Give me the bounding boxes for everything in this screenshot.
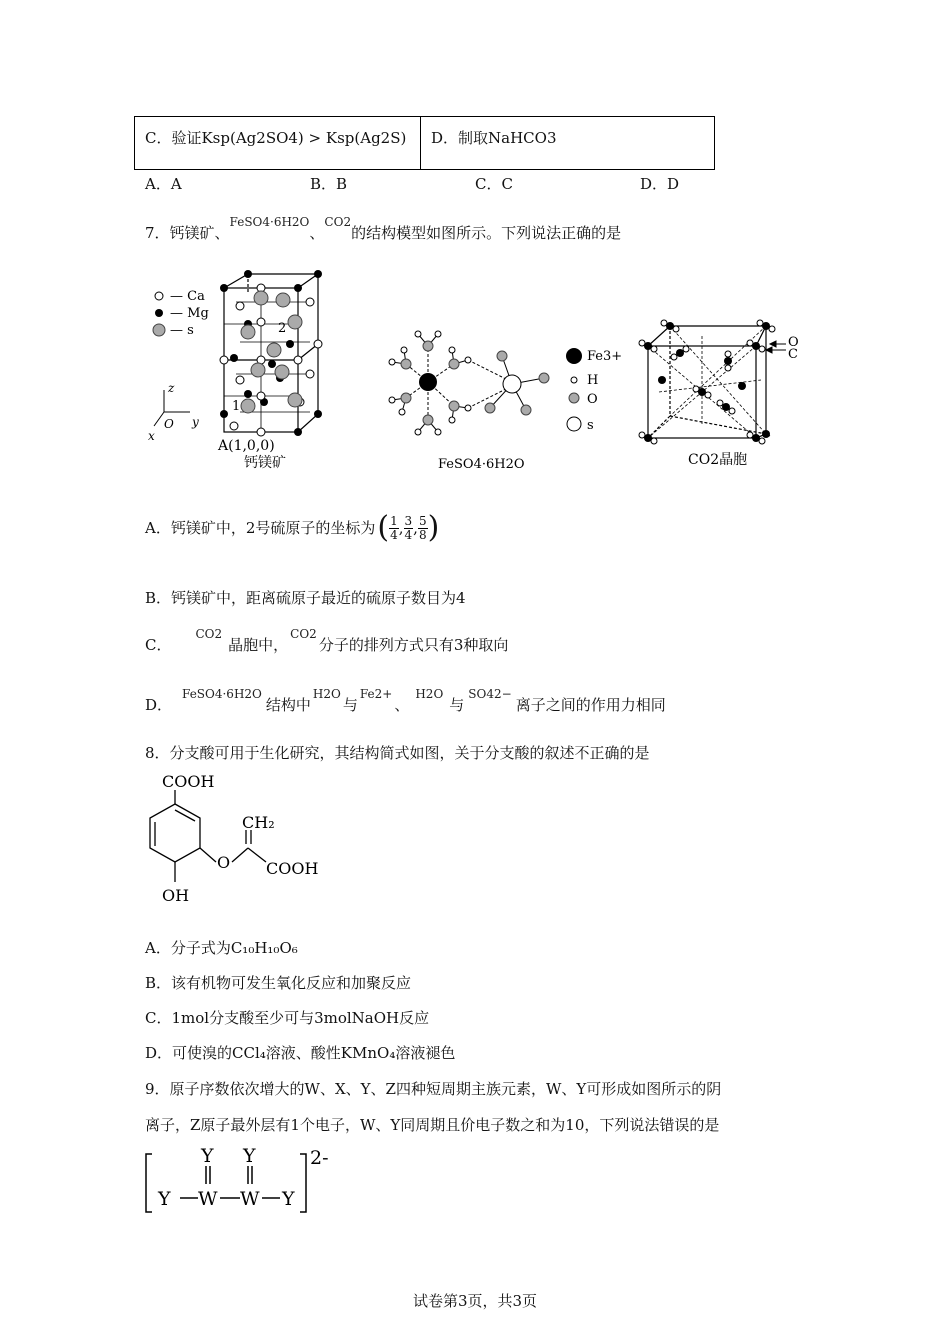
ion-w-2: W (240, 1188, 260, 1210)
sulfur-label-1: 1 (232, 399, 241, 414)
q6-answer-b[interactable]: B．B (310, 175, 348, 193)
q7-d-water2: H2O (415, 687, 444, 701)
legend-o: O (587, 392, 598, 407)
label-cooh-top: COOH (162, 772, 215, 791)
q7-option-a[interactable]: A．钙镁矿中，2号硫原子的坐标为 ( $\frac{1}{4}$ , $\frac{3}{4}$ , $\frac{5}{8}$ ) (145, 510, 440, 545)
q7-d-prefix: D． (145, 696, 173, 714)
legend-h: H (587, 373, 599, 388)
q6-cell-c: C．验证Ksp(Ag2SO4) > Ksp(Ag2S) (135, 117, 421, 170)
q7-c-mid: 晶胞中， (228, 636, 289, 654)
page-footer: 试卷第3页，共3页 (412, 1292, 538, 1310)
q7-d-with2: 与 (449, 696, 465, 714)
q7-option-b[interactable]: B．钙镁矿中，距离硫原子最近的硫原子数目为4 (145, 589, 466, 607)
label-ch2: CH₂ (242, 813, 275, 832)
axis-x: x (148, 429, 155, 443)
axis-z: z (168, 381, 175, 395)
legend-fe3: Fe3+ (587, 349, 623, 364)
sulfur-label-2: 2 (278, 321, 287, 336)
label-ether-o: O (217, 853, 231, 872)
axis-y: y (192, 415, 199, 429)
q7-d-water1: H2O (312, 687, 341, 701)
axis-origin: O (164, 417, 174, 431)
paren-right-icon: ) (427, 510, 440, 545)
figure-co2-cell (632, 316, 812, 471)
paren-left-icon: ( (377, 510, 390, 545)
q7-d-with1: 与 (342, 696, 358, 714)
legend-s2: s (587, 418, 594, 433)
q7-stem (145, 215, 622, 245)
q6-cell-d: D．制取NaHCO3 (421, 117, 715, 170)
q7-d-sulfate: SO42− (468, 687, 512, 701)
label-carbon: C (788, 347, 798, 362)
q6-options-table (134, 116, 715, 170)
ion-y-top-1: Y (201, 1145, 214, 1167)
q7-d-fe2: Fe2+ (359, 687, 393, 701)
q7-c-prefix: C． (145, 636, 172, 654)
ion-y-top-2: Y (243, 1145, 256, 1167)
q7-c-formula2: CO2 (290, 627, 317, 641)
q8-option-a[interactable]: A．分子式为C₁₀H₁₀O₆ (145, 939, 298, 957)
label-oxygen: O (788, 335, 799, 350)
ion-y-left: Y (158, 1188, 171, 1210)
ion-w-1: W (198, 1188, 218, 1210)
ion-charge: 2- (310, 1147, 329, 1169)
coord-frac-2: $\frac{3}{4}$ (404, 513, 413, 542)
legend-s: — s (170, 323, 194, 338)
q7-c-suffix: 分子的排列方式只有3种取向 (318, 636, 509, 654)
figure-anion (140, 1140, 360, 1220)
ion-y-right: Y (282, 1188, 295, 1210)
frac-1-num: 1 (390, 513, 398, 528)
figure-feso4-hydrate (378, 320, 628, 475)
point-a-label: A(1,0,0) (218, 438, 275, 454)
q7-option-a-text: A．钙镁矿中，2号硫原子的坐标为 (145, 519, 376, 537)
q7-d-sep: 、 (394, 696, 410, 714)
q7-option-d[interactable] (145, 687, 666, 717)
frac-1-den: 4 (390, 527, 398, 542)
fig2-caption: FeSO4·6H2O (438, 457, 525, 472)
q7-stem-formula2: CO2 (324, 215, 352, 229)
q8-option-b[interactable]: B．该有机物可发生氧化反应和加聚反应 (145, 974, 412, 992)
q9-stem-line2: 离子，Z原子最外层有1个电子，W、Y同周期且价电子数之和为10，下列说法错误的是 (145, 1116, 720, 1134)
q7-stem-post: 的结构模型如图所示。下列说法正确的是 (351, 224, 622, 242)
figure-ca-mg-mineral (140, 262, 340, 472)
coord-frac-1 (389, 515, 399, 542)
q7-stem-pre: 7．钙镁矿、 (145, 224, 230, 242)
q7-c-formula1: CO2 (195, 627, 223, 641)
q7-d-suffix: 离子之间的作用力相同 (515, 696, 666, 714)
q7-d-formula1: FeSO4·6H2O (182, 687, 262, 701)
label-oh: OH (162, 886, 190, 905)
q6-answer-d[interactable]: D．D (640, 175, 680, 193)
label-cooh-right: COOH (266, 859, 319, 878)
fig3-caption: CO2晶胞 (688, 452, 748, 468)
q8-option-d[interactable]: D．可使溴的CCl₄溶液、酸性KMnO₄溶液褪色 (145, 1044, 456, 1062)
q9-stem-line1: 9．原子序数依次增大的W、X、Y、Z四种短周期主族元素，W、Y可形成如图所示的阴 (145, 1080, 722, 1098)
q6-answer-c[interactable]: C．C (475, 175, 513, 193)
legend-mg: — Mg (170, 306, 209, 321)
q7-option-c[interactable] (145, 627, 509, 657)
fig1-caption: 钙镁矿 (244, 455, 286, 471)
coord-frac-3: $\frac{5}{8}$ (418, 513, 427, 542)
q7-d-text1: 结构中 (265, 696, 311, 714)
q7-stem-formula1: FeSO4·6H2O (229, 215, 310, 229)
q8-stem: 8．分支酸可用于生化研究，其结构简式如图，关于分支酸的叙述不正确的是 (145, 744, 650, 762)
q6-answer-a[interactable]: A．A (145, 175, 182, 193)
figure-chorismic-acid (138, 766, 338, 916)
q8-option-c[interactable]: C．1mol分支酸至少可与3molNaOH反应 (145, 1009, 430, 1027)
legend-ca: — Ca (170, 289, 205, 304)
q7-stem-mid: 、 (309, 224, 325, 242)
